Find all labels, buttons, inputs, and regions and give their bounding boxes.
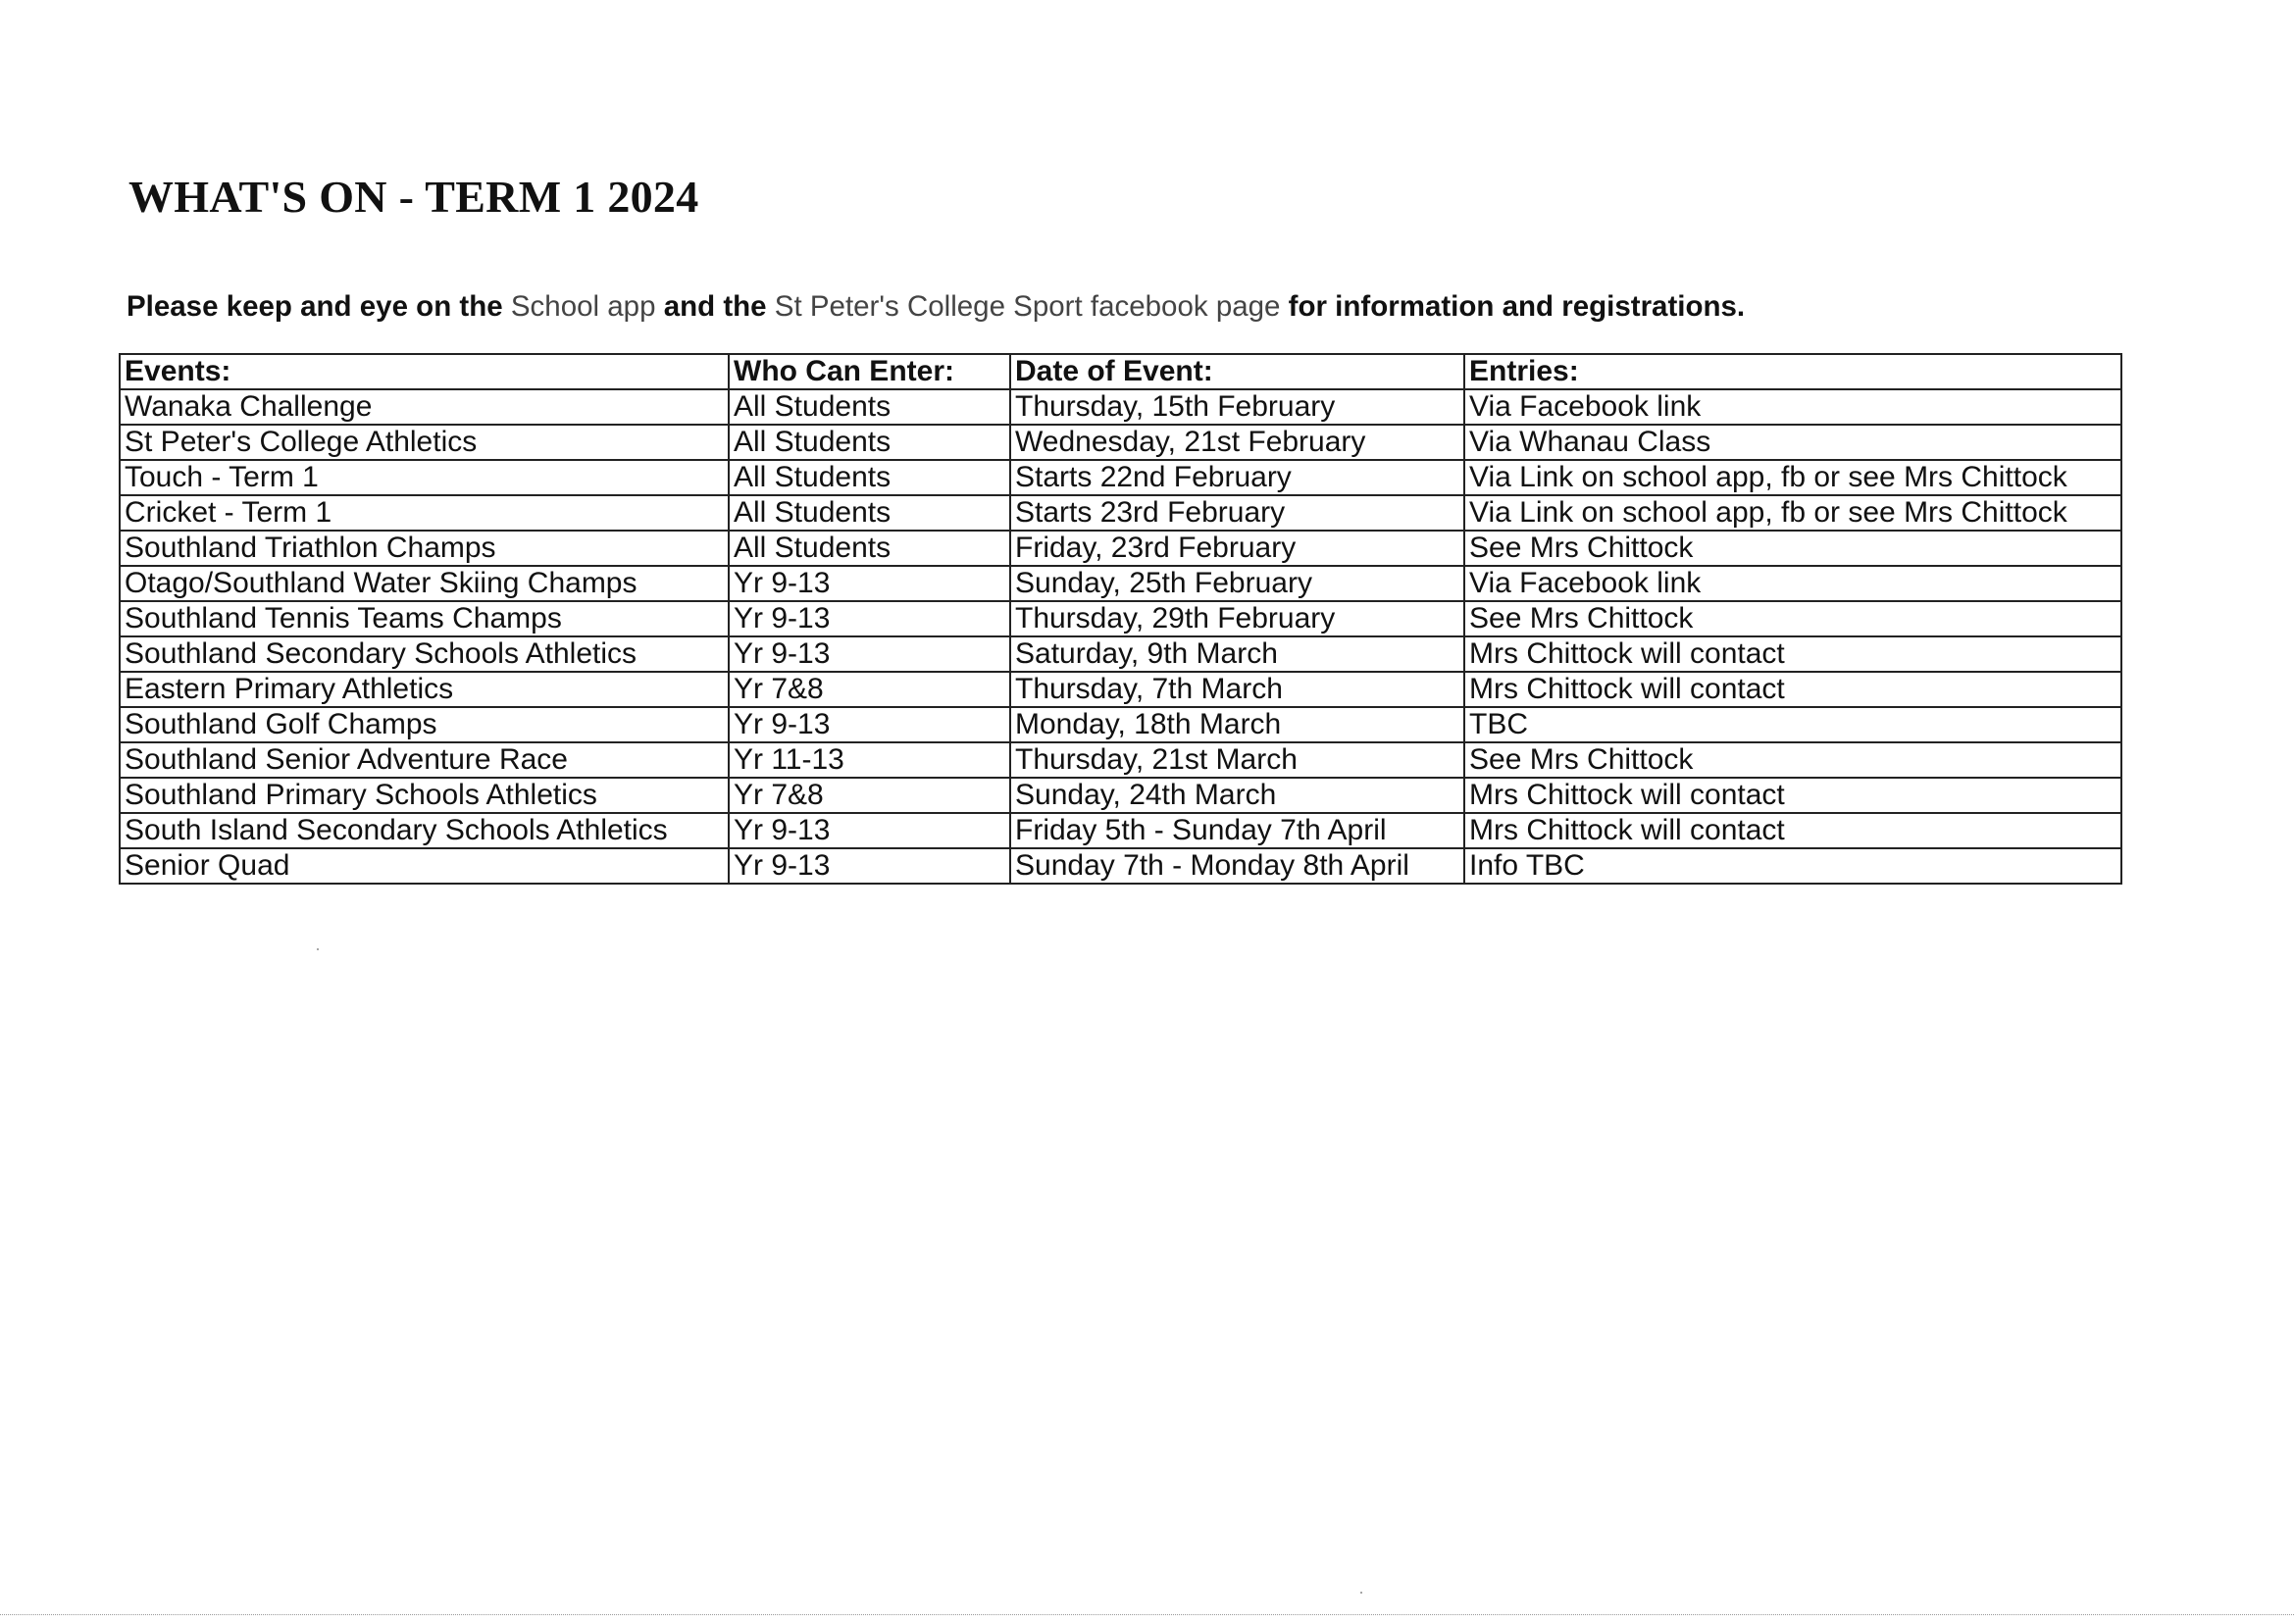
entry-method: Via Whanau Class: [1464, 425, 2121, 460]
table-row: [120, 460, 2121, 495]
entry-method: Mrs Chittock will contact: [1464, 672, 2121, 707]
event-name: Southland Triathlon Champs: [120, 531, 729, 566]
event-name: Cricket - Term 1: [120, 495, 729, 531]
table-row: [120, 778, 2121, 813]
entry-method: See Mrs Chittock: [1464, 531, 2121, 566]
event-date: Thursday, 7th March: [1010, 672, 1464, 707]
eligibility: Yr 7&8: [729, 672, 1010, 707]
table-row: [120, 848, 2121, 884]
event-date: Sunday, 25th February: [1010, 566, 1464, 601]
event-name: Senior Quad: [120, 848, 729, 884]
table-row: [120, 531, 2121, 566]
entry-method: See Mrs Chittock: [1464, 601, 2121, 636]
event-date: Friday 5th - Sunday 7th April: [1010, 813, 1464, 848]
event-date: Starts 23rd February: [1010, 495, 1464, 531]
event-name: Southland Senior Adventure Race: [120, 742, 729, 778]
event-name: Otago/Southland Water Skiing Champs: [120, 566, 729, 601]
eligibility: All Students: [729, 495, 1010, 531]
event-date: Thursday, 21st March: [1010, 742, 1464, 778]
event-date: Friday, 23rd February: [1010, 531, 1464, 566]
facebook-page-reference: St Peter's College Sport facebook page: [774, 290, 1281, 323]
entry-method: TBC: [1464, 707, 2121, 742]
event-name: Southland Secondary Schools Athletics: [120, 636, 729, 672]
entry-method: See Mrs Chittock: [1464, 742, 2121, 778]
header-entries: Entries:: [1464, 354, 2121, 389]
eligibility: All Students: [729, 389, 1010, 425]
event-date: Wednesday, 21st February: [1010, 425, 1464, 460]
eligibility: Yr 7&8: [729, 778, 1010, 813]
table-row: [120, 813, 2121, 848]
event-date: Thursday, 29th February: [1010, 601, 1464, 636]
table-row: [120, 566, 2121, 601]
eligibility: All Students: [729, 460, 1010, 495]
eligibility: All Students: [729, 531, 1010, 566]
table-row: [120, 742, 2121, 778]
event-name: Southland Primary Schools Athletics: [120, 778, 729, 813]
page-title: WHAT'S ON - TERM 1 2024: [128, 172, 699, 222]
scan-speck: [1360, 1592, 1362, 1594]
entry-method: Info TBC: [1464, 848, 2121, 884]
intro-text: and the: [655, 290, 775, 323]
event-date: Thursday, 15th February: [1010, 389, 1464, 425]
eligibility: Yr 9-13: [729, 813, 1010, 848]
eligibility: Yr 9-13: [729, 636, 1010, 672]
header-events: Events:: [120, 354, 729, 389]
eligibility: Yr 9-13: [729, 601, 1010, 636]
event-name: St Peter's College Athletics: [120, 425, 729, 460]
events-table: [119, 353, 2122, 885]
entry-method: Mrs Chittock will contact: [1464, 778, 2121, 813]
event-date: Sunday 7th - Monday 8th April: [1010, 848, 1464, 884]
event-name: Touch - Term 1: [120, 460, 729, 495]
header-who-can-enter: Who Can Enter:: [729, 354, 1010, 389]
table-row: [120, 389, 2121, 425]
entry-method: Mrs Chittock will contact: [1464, 636, 2121, 672]
event-date: Starts 22nd February: [1010, 460, 1464, 495]
entry-method: Via Link on school app, fb or see Mrs Chittock: [1464, 460, 2121, 495]
eligibility: Yr 9-13: [729, 566, 1010, 601]
table-row: [120, 495, 2121, 531]
entry-method: Via Facebook link: [1464, 566, 2121, 601]
event-name: Eastern Primary Athletics: [120, 672, 729, 707]
scan-speck: [317, 948, 319, 950]
event-name: Wanaka Challenge: [120, 389, 729, 425]
event-date: Monday, 18th March: [1010, 707, 1464, 742]
event-name: Southland Golf Champs: [120, 707, 729, 742]
school-app-reference: School app: [510, 290, 656, 323]
table-row: [120, 672, 2121, 707]
intro-text: for information and registrations.: [1280, 290, 1746, 323]
event-name: South Island Secondary Schools Athletics: [120, 813, 729, 848]
eligibility: Yr 9-13: [729, 707, 1010, 742]
header-date-of-event: Date of Event:: [1010, 354, 1464, 389]
entry-method: Mrs Chittock will contact: [1464, 813, 2121, 848]
eligibility: Yr 11-13: [729, 742, 1010, 778]
table-row: [120, 601, 2121, 636]
intro-text: Please keep and eye on the: [127, 290, 511, 323]
event-date: Saturday, 9th March: [1010, 636, 1464, 672]
intro-paragraph: [127, 292, 1745, 322]
eligibility: All Students: [729, 425, 1010, 460]
table-row: [120, 425, 2121, 460]
entry-method: Via Link on school app, fb or see Mrs Chittock: [1464, 495, 2121, 531]
entry-method: Via Facebook link: [1464, 389, 2121, 425]
scan-edge-line: [0, 1614, 2294, 1615]
event-name: Southland Tennis Teams Champs: [120, 601, 729, 636]
table-row: [120, 636, 2121, 672]
eligibility: Yr 9-13: [729, 848, 1010, 884]
event-date: Sunday, 24th March: [1010, 778, 1464, 813]
table-header-row: [120, 354, 2121, 389]
table-row: [120, 707, 2121, 742]
